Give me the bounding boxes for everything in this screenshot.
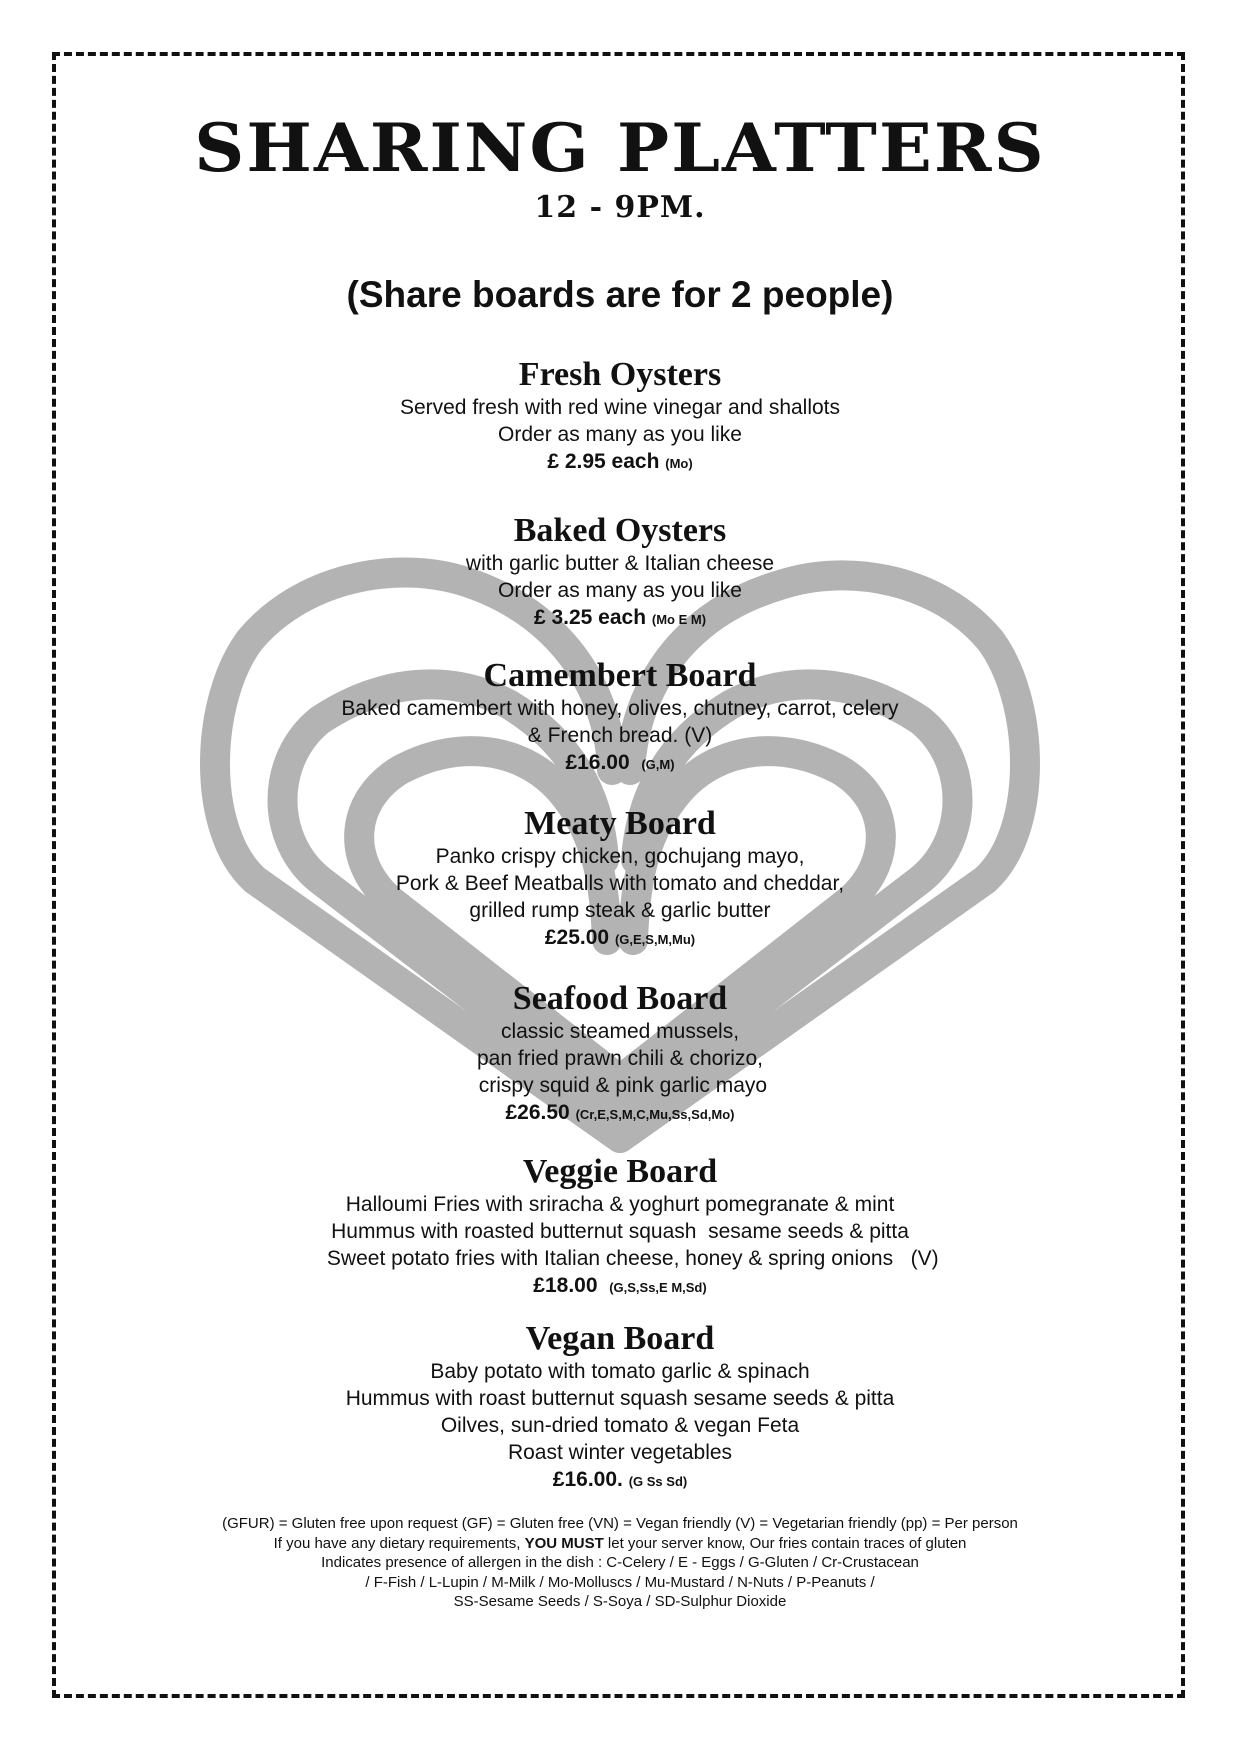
menu-item-vegan-board: [0, 1320, 1240, 1496]
item-name: Veggie Board: [522, 1153, 718, 1190]
menu-item-veggie-board: [0, 1153, 1240, 1302]
item-name: Meaty Board: [524, 805, 716, 842]
item-price: £16.00: [565, 751, 630, 774]
item-price: £18.00: [533, 1274, 598, 1297]
menu-item-baked-oysters: [0, 512, 1240, 634]
item-description: Panko crispy chicken, gochujang mayo,: [435, 845, 805, 868]
allergen-key-line: SS-Sesame Seeds / S-Soya / SD-Sulphur Dioxide: [453, 1593, 787, 1610]
item-name: Camembert Board: [483, 657, 757, 694]
menu-item-meaty-board: [0, 805, 1240, 954]
item-price: £26.50: [505, 1101, 570, 1124]
item-name: Seafood Board: [512, 980, 728, 1017]
item-price-row: [0, 1099, 1240, 1129]
item-description: pan fried prawn chili & chorizo,: [477, 1047, 763, 1070]
item-allergens: (Mo): [665, 456, 693, 471]
item-description: classic steamed mussels,: [500, 1020, 740, 1043]
item-description: Order as many as you like: [498, 423, 742, 446]
menu-item-seafood-board: [0, 980, 1240, 1129]
item-allergens: (Mo E M): [651, 612, 707, 627]
item-description: crispy squid & pink garlic mayo: [472, 1074, 768, 1097]
dietary-warning: [0, 1534, 1240, 1554]
item-description: Oilves, sun-dried tomato & vegan Feta: [440, 1414, 800, 1437]
dietary-warning-pre: If you have any dietary requirements,: [273, 1534, 525, 1552]
allergen-footer: [0, 1514, 1240, 1612]
item-price: £16.00.: [552, 1468, 623, 1491]
item-price-row: [0, 448, 1240, 478]
item-allergens: (G,E,S,M,Mu): [614, 932, 696, 947]
allergen-key-line: Indicates presence of allergen in the dish : C-Celery / E - Eggs / G-Gluten / Cr-Crustacean: [321, 1554, 919, 1571]
item-description: Halloumi Fries with sriracha & yoghurt pomegranate & mint: [345, 1193, 895, 1216]
service-hours: 12 - 9PM.: [534, 190, 706, 225]
menu-item-fresh-oysters: [0, 356, 1240, 478]
item-allergens: (Cr,E,S,M,C,Mu,Ss,Sd,Mo): [575, 1107, 735, 1122]
item-description: Sweet potato fries with Italian cheese, honey & spring onions (V): [309, 1247, 939, 1270]
item-price-row: [0, 1272, 1240, 1302]
item-name: Fresh Oysters: [518, 356, 722, 393]
item-price: £ 3.25 each: [533, 606, 647, 629]
item-description: & French bread. (V): [527, 724, 713, 747]
item-description: with garlic butter & Italian cheese: [465, 552, 775, 575]
dietary-warning-emphasis: YOU MUST: [524, 1534, 604, 1552]
item-description: Pork & Beef Meatballs with tomato and cheddar,: [395, 872, 845, 895]
item-name: Vegan Board: [525, 1320, 715, 1357]
item-price: £25.00: [544, 926, 610, 949]
item-description: Roast winter vegetables: [507, 1441, 733, 1464]
item-description: Served fresh with red wine vinegar and shallots: [399, 396, 841, 419]
dietary-warning-post: let your server know, Our fries contain traces of gluten: [603, 1534, 967, 1552]
allergen-key-line: / F-Fish / L-Lupin / M-Milk / Mo-Molluscs / Mu-Mustard / N-Nuts / P-Peanuts /: [365, 1573, 875, 1591]
item-price-row: [0, 1466, 1240, 1496]
item-description: Order as many as you like: [498, 579, 742, 602]
item-description: Baked camembert with honey, olives, chutney, carrot, celery: [341, 697, 899, 720]
item-price-row: [0, 604, 1240, 634]
item-description: Baby potato with tomato garlic & spinach: [430, 1360, 810, 1383]
dietary-legend: (GFUR) = Gluten free upon request (GF) = Gluten free (VN) = Vegan friendly (V) = Vegetarian friendly (pp) = Per person: [222, 1515, 1018, 1532]
item-allergens: (G,M): [641, 757, 675, 772]
item-price-row: [0, 749, 1240, 779]
item-description: grilled rump steak & garlic butter: [469, 899, 771, 922]
item-allergens: (G,S,Ss,E M,Sd): [609, 1280, 707, 1295]
item-description: Hummus with roasted butternut squash sesame seeds & pitta: [331, 1220, 909, 1243]
item-price-row: [0, 924, 1240, 954]
menu-item-camembert-board: [0, 657, 1240, 779]
page-title: SHARING PLATTERS: [194, 109, 1046, 187]
item-allergens: (G Ss Sd): [628, 1474, 688, 1489]
item-price: £ 2.95 each: [547, 450, 660, 473]
share-note: (Share boards are for 2 people): [346, 274, 894, 315]
item-name: Baked Oysters: [513, 512, 727, 549]
item-description: Hummus with roast butternut squash sesame seeds & pitta: [345, 1387, 895, 1410]
